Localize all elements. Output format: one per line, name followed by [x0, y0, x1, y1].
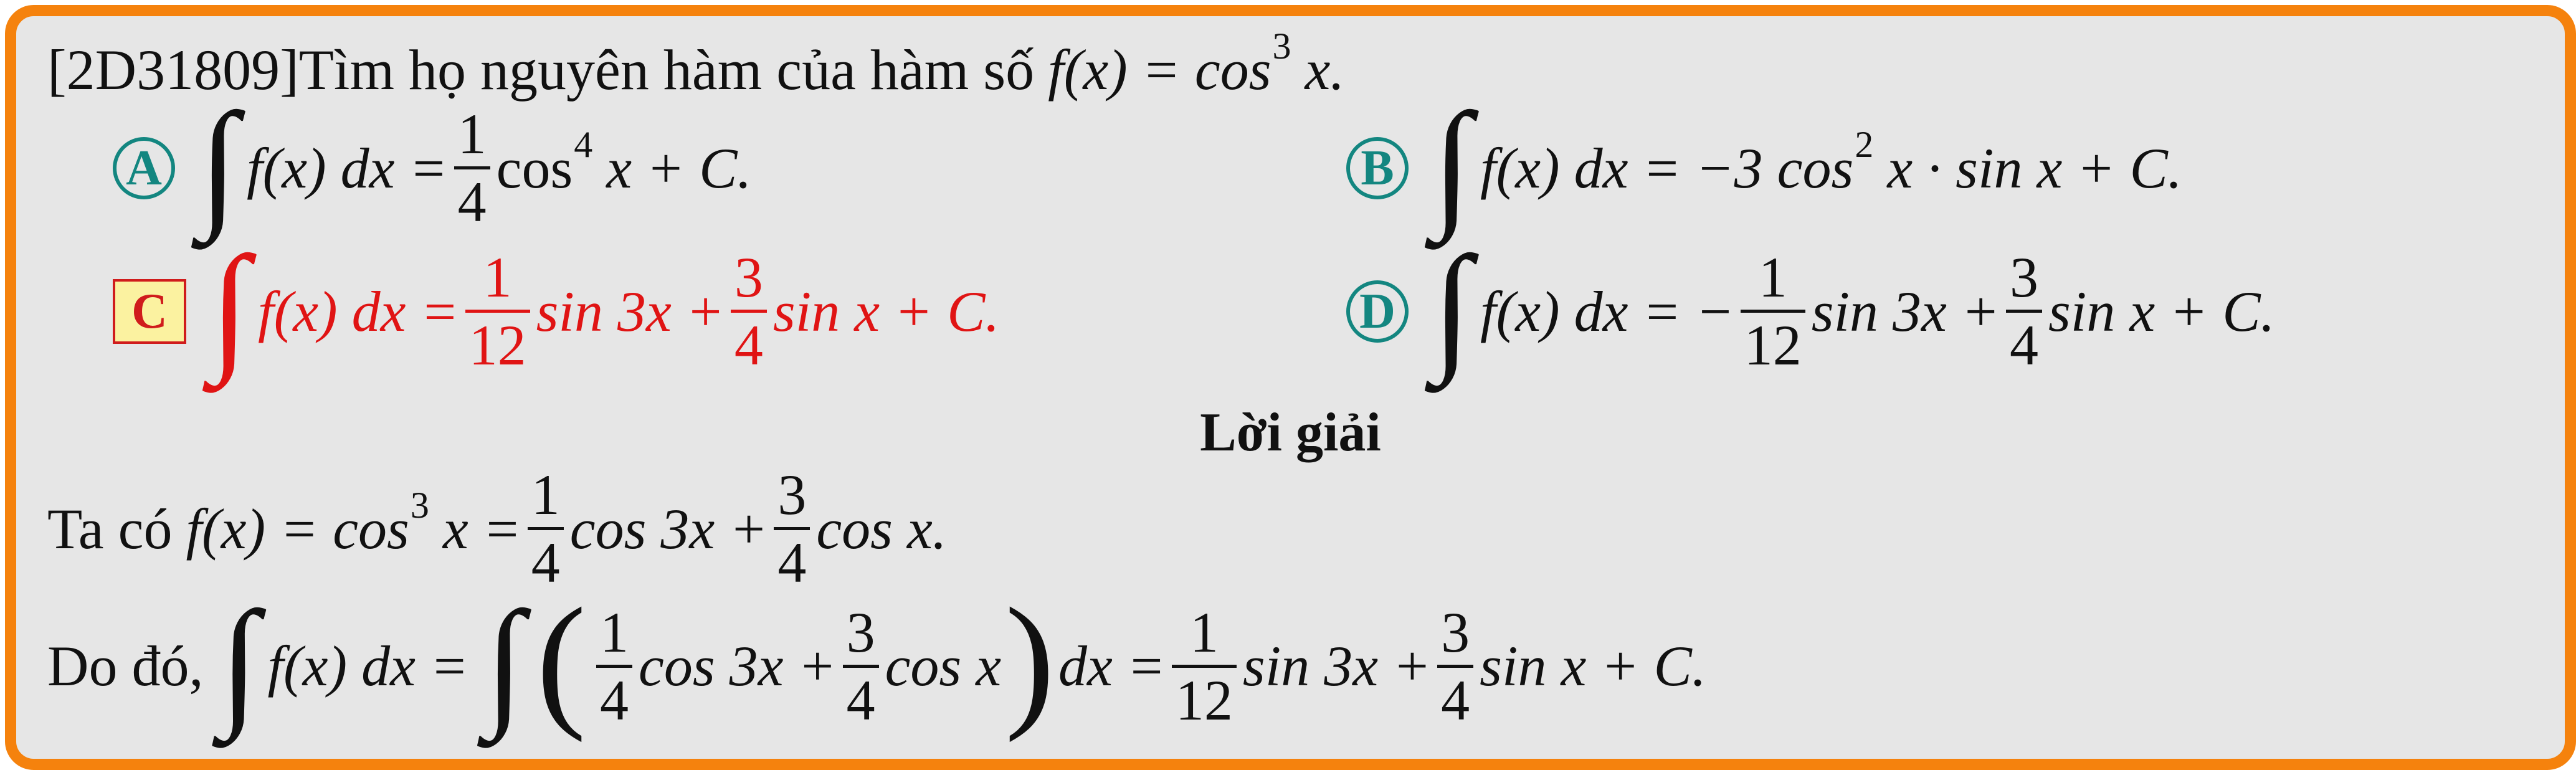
- solution-line1-cube: 3: [410, 484, 429, 526]
- option-d-label[interactable]: D: [1346, 280, 1409, 343]
- right-paren-icon: ): [1005, 577, 1055, 743]
- option-b-lhs: f(x) dx = −3 cos: [1480, 136, 1854, 200]
- solution-line2-inner-tail: cos x: [885, 634, 1002, 698]
- solution-line2-fraction-3: $\frac{1}{12}$: [1172, 604, 1237, 729]
- integral-sign-icon: ∫: [210, 227, 250, 386]
- solution-line2-dx: dx =: [1058, 634, 1166, 698]
- solution-line1-fraction-2: $\frac{3}{4}$: [774, 466, 810, 591]
- option-a[interactable]: [113, 83, 752, 242]
- solution-line2-fraction-4: $\frac{3}{4}$: [1437, 604, 1473, 729]
- option-d-tail: sin x + C.: [2048, 279, 2275, 343]
- option-d-mid: sin 3x +: [1811, 279, 2000, 343]
- option-c-tail: sin x + C.: [772, 279, 1000, 343]
- option-d-fraction-2: $\frac{3}{4}$: [2006, 249, 2042, 374]
- integral-sign-icon: ∫: [199, 83, 239, 242]
- option-c-fraction-2: $\frac{3}{4}$: [731, 249, 767, 374]
- left-paren-icon: (: [536, 577, 586, 743]
- integral-sign-icon: ∫: [1432, 227, 1472, 386]
- question-line: [47, 26, 1345, 102]
- option-b[interactable]: [1346, 83, 2182, 242]
- solution-line2-mid: cos 3x +: [639, 634, 837, 698]
- option-d[interactable]: [1346, 227, 2275, 386]
- option-b-label[interactable]: B: [1346, 137, 1409, 199]
- option-a-tail: x + C.: [606, 136, 752, 200]
- solution-line1-prefix: Ta có: [47, 497, 173, 561]
- option-a-lhs: f(x) dx =: [247, 136, 448, 200]
- solution-line2-fraction-2: $\frac{3}{4}$: [843, 604, 879, 729]
- solution-line2-lhs: f(x) dx =: [267, 634, 469, 698]
- integral-sign-icon: ∫: [1432, 83, 1472, 242]
- question-cube: 3: [1272, 26, 1291, 67]
- solution-line-2: [47, 577, 1706, 743]
- option-d-lhs: f(x) dx = −: [1480, 279, 1734, 343]
- integral-sign-icon: ∫: [219, 581, 259, 741]
- option-d-fraction-1: $\frac{1}{12}$: [1741, 249, 1805, 374]
- option-a-power: 4: [574, 123, 593, 165]
- solution-line2-fraction-1: $\frac{1}{4}$: [596, 604, 632, 729]
- question-tail: x.: [1305, 38, 1345, 102]
- option-a-fraction: $\frac{1}{4}$: [454, 105, 490, 231]
- option-b-power: 2: [1855, 123, 1874, 165]
- solution-line1-mid: cos 3x +: [569, 497, 768, 561]
- option-b-tail: x · sin x + C.: [1887, 136, 2182, 200]
- question-code: [2D31809]: [47, 38, 299, 102]
- solution-heading: Lời giải: [1200, 402, 1381, 463]
- option-c[interactable]: [113, 227, 1000, 386]
- solution-line2-mid2: sin 3x +: [1242, 634, 1432, 698]
- option-c-lhs: f(x) dx =: [258, 279, 459, 343]
- solution-line1-fraction-1: $\frac{1}{4}$: [528, 466, 564, 591]
- solution-line1-fx: f(x) = cos: [186, 497, 409, 561]
- option-c-mid: sin 3x +: [536, 279, 725, 343]
- solution-line2-prefix: Do đó,: [47, 634, 204, 698]
- integral-sign-icon: ∫: [485, 581, 525, 741]
- solution-line2-tail: sin x + C.: [1480, 634, 1706, 698]
- solution-line1-eq: x =: [442, 497, 521, 561]
- option-c-label[interactable]: C: [113, 279, 186, 344]
- question-function: f(x) = cos: [1048, 38, 1271, 102]
- solution-line1-tail: cos x.: [816, 497, 947, 561]
- option-a-label[interactable]: A: [113, 137, 175, 199]
- solution-line-1: [47, 463, 947, 594]
- option-c-fraction-1: $\frac{1}{12}$: [465, 249, 530, 374]
- question-prompt: Tìm họ nguyên hàm của hàm số: [298, 38, 1035, 102]
- question-frame: [5, 5, 2576, 770]
- option-a-rest: cos: [496, 136, 573, 200]
